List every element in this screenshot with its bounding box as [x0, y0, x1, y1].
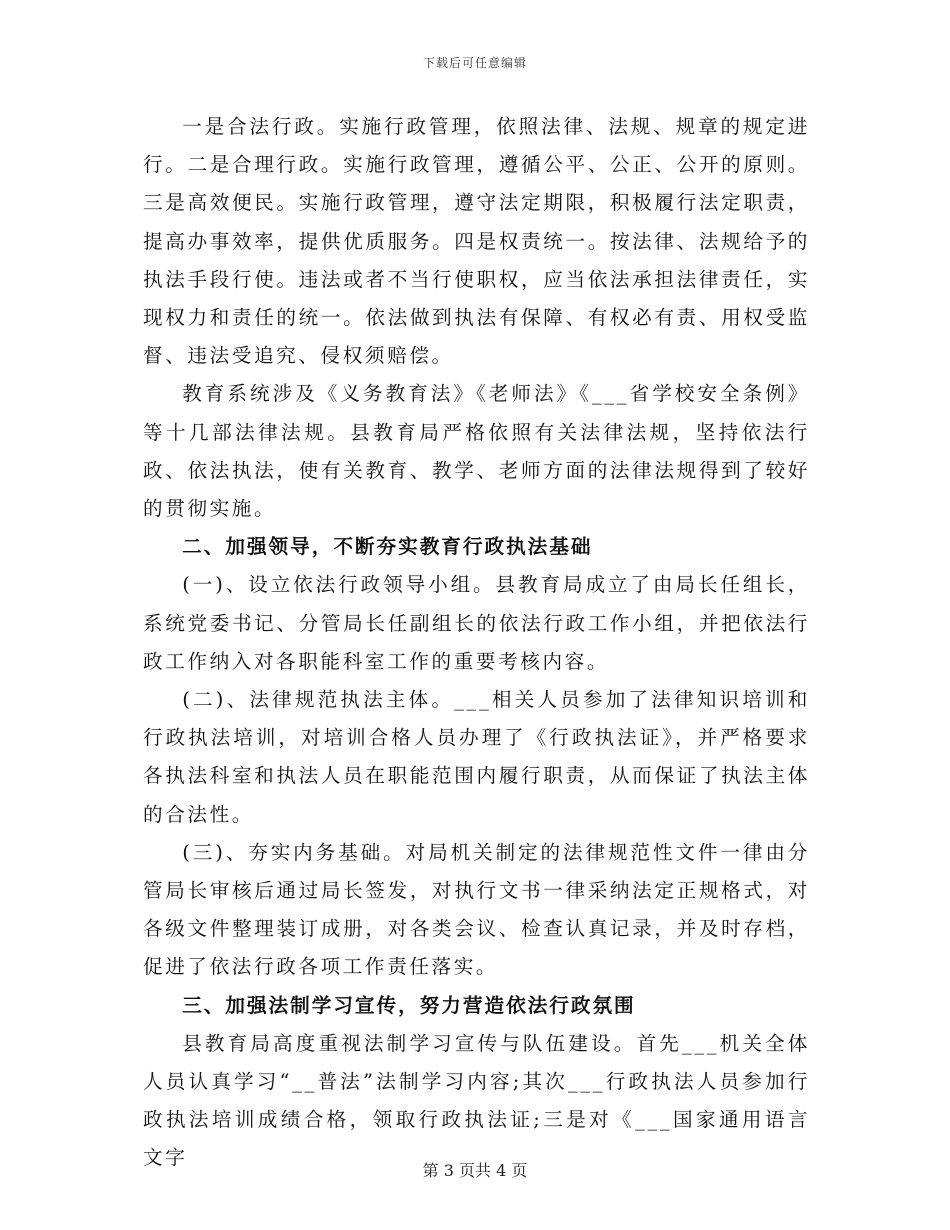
- section-heading-2: 二、加强领导，不断夯实教育行政执法基础: [182, 535, 593, 559]
- paragraph-item-3: (三)、夯实内务基础。对局机关制定的法律规范性文件一律由分管局长审核后通过局长签发，对执行文书一律采纳法定正规格式，对各级文件整理装订成册，对各类会议、检查认真记录，并及时存档，促进了依法行政各项工作责任落实。: [143, 840, 810, 979]
- page-footer: 第 3 页共 4 页: [422, 1161, 528, 1180]
- section-heading-3: 三、加强法制学习宣传，努力营造依法行政氛围: [182, 993, 636, 1017]
- paragraph-item-2: (二)、法律规范执法主体。___相关人员参加了法律知识培训和行政执法培训，对培训合格人员办理了《行政执法证》，并严格要求各执法科室和执法人员在职能范围内履行职责，从而保证了执法主体的合法性。: [143, 688, 810, 826]
- paragraph-study: 县教育局高度重视法制学习宣传与队伍建设。首先___机关全体人员认真学习“__普法”法制学习内容;其次___行政执法人员参加行政执法培训成绩合格，领取行政执法证;三是对《___国家通用语言文字: [143, 1031, 810, 1170]
- paragraph-principles: 一是合法行政。实施行政管理，依照法律、法规、规章的规定进行。二是合理行政。实施行政管理，遵循公平、公正、公开的原则。三是高效便民。实施行政管理，遵守法定期限，积极履行法定职责，提高办事效率，提供优质服务。四是权责统一。按法律、法规给予的执法手段行使。违法或者不当行使职权，应当依法承担法律责任，实现权力和责任的统一。依法做到执法有保障、有权必有责、用权受监督、违法受追究、侵权须赔偿。: [143, 115, 810, 368]
- document-body: [143, 108, 810, 1178]
- page-header: 下载后可任意编辑: [422, 56, 527, 70]
- paragraph-item-1: (一)、设立依法行政领导小组。县教育局成立了由局长任组长，系统党委书记、分管局长任副组长的依法行政工作小组，并把依法行政工作纳入对各职能科室工作的重要考核内容。: [143, 573, 810, 673]
- paragraph-laws: 教育系统涉及《义务教育法》《老师法》《___省学校安全条例》等十几部法律法规。县教育局严格依照有关法律法规，坚持依法行政、依法执法，使有关教育、教学、老师方面的法律法规得到了较好的贯彻实施。: [143, 382, 810, 521]
